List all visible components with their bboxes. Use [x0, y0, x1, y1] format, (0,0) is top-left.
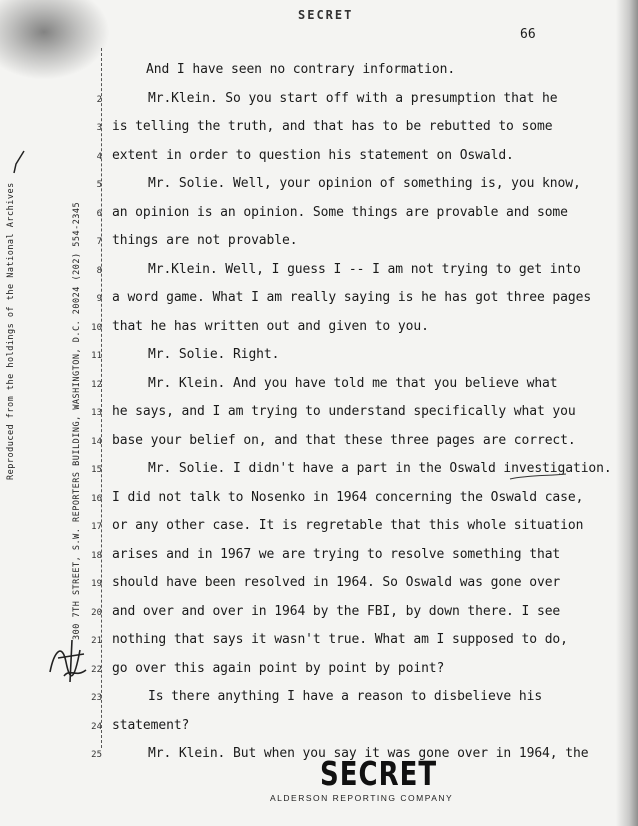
handwritten-underline [508, 473, 568, 481]
transcript-line: Mr. Solie. I didn't have a part in the Oswald investigation. [148, 461, 612, 476]
scan-smudge [0, 0, 110, 80]
line-number: 24 [91, 721, 102, 732]
transcript-line: an opinion is an opinion. Some things are provable and some [112, 204, 568, 220]
transcript-line: a word game. What I am really saying is he has got three pages [112, 290, 592, 305]
transcript-line: Is there anything I have a reason to disbelieve his [148, 689, 543, 704]
line-number: 19 [91, 579, 102, 589]
line-number: 25 [91, 750, 102, 760]
transcript-line: Mr. Klein. But when you say it was gone over in 1964, the [148, 746, 589, 761]
transcript-line: extent in order to question his statement on Oswald. [112, 147, 514, 163]
top-classification-mark: SECRET [298, 8, 354, 22]
line-number: 8 [96, 265, 102, 276]
line-number: 15 [91, 465, 102, 475]
scan-edge [616, 0, 638, 826]
line-number: 2 [96, 94, 102, 105]
line-number: 10 [91, 322, 102, 333]
line-number: 18 [91, 550, 102, 561]
transcript-line: base your belief on, and that these three pages are correct. [112, 432, 576, 448]
pen-mark-icon [12, 150, 26, 174]
transcript-line: Mr.Klein. Well, I guess I -- I am not trying to get into [148, 261, 581, 277]
line-number: 3 [96, 123, 102, 133]
transcript-line: things are not provable. [112, 233, 298, 248]
line-number: 21 [91, 636, 102, 646]
transcript-line: should have been resolved in 1964. So Oswald was gone over [112, 575, 561, 590]
secret-stamp: SECRET [320, 756, 438, 794]
line-number: 6 [96, 208, 102, 219]
transcript-line: and over and over in 1964 by the FBI, by down there. I see [112, 603, 561, 619]
handwritten-initials-icon [44, 632, 92, 688]
transcript-line: Mr. Klein. And you have told me that you believe what [148, 375, 558, 391]
transcript-line: Mr.Klein. So you start off with a presumption that he [148, 90, 558, 106]
transcript-line: arises and in 1967 we are trying to resolve something that [112, 546, 561, 562]
transcript-line: And I have seen no contrary information. [146, 62, 456, 77]
transcript-line: Mr. Solie. Right. [148, 347, 280, 362]
line-number: 13 [91, 408, 102, 418]
line-number: 12 [91, 379, 102, 390]
transcript-line: he says, and I am trying to understand specifically what you [112, 404, 576, 419]
transcript-line: is telling the truth, and that has to be rebutted to some [112, 119, 553, 134]
reporting-company: ALDERSON REPORTING COMPANY [270, 793, 454, 803]
line-number: 7 [96, 237, 102, 247]
line-number: 20 [91, 607, 102, 618]
line-number: 23 [91, 693, 102, 703]
transcript-line: go over this again point by point by point? [112, 660, 445, 676]
transcript-line: or any other case. It is regretable that this whole situation [112, 518, 584, 533]
archives-reproduction-note: Reproduced from the holdings of the National Archives [6, 182, 16, 480]
line-number: 5 [96, 180, 102, 190]
reporter-address: 300 7TH STREET, S.W. REPORTERS BUILDING, WASHINGTON, D.C. 20024 (202) 554-2345 [72, 201, 82, 640]
line-number: 11 [91, 351, 102, 361]
transcript-line: I did not talk to Nosenko in 1964 concerning the Oswald case, [112, 489, 584, 505]
page-number: 66 [520, 27, 536, 42]
transcript-line: that he has written out and given to you. [112, 318, 429, 334]
line-number: 9 [96, 294, 102, 304]
transcript-line: nothing that says it wasn't true. What am I supposed to do, [112, 632, 568, 647]
line-number: 16 [91, 493, 102, 504]
line-number: 14 [91, 436, 102, 447]
transcript-line: statement? [112, 717, 190, 733]
line-number: 4 [96, 151, 102, 162]
line-number: 17 [91, 522, 102, 532]
transcript-line: Mr. Solie. Well, your opinion of something is, you know, [148, 176, 581, 191]
line-number: 22 [91, 664, 102, 675]
